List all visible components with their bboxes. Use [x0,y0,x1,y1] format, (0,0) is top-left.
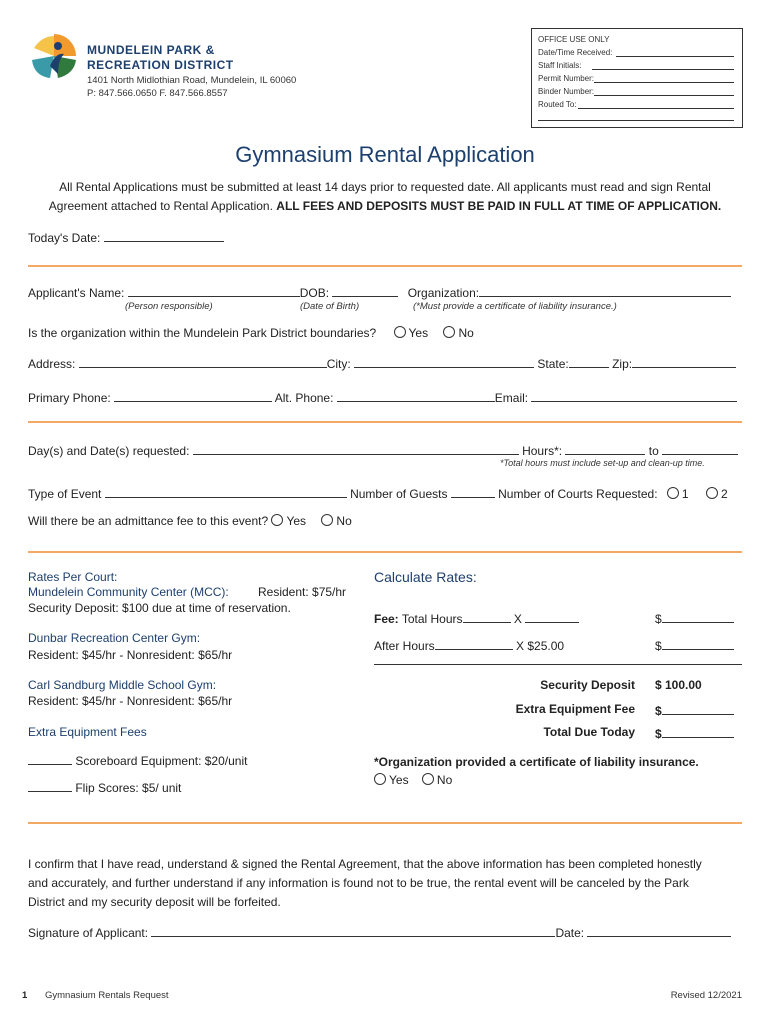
boundary-yes-option[interactable] [394,326,429,340]
insurance-yes-radio[interactable] [374,773,386,785]
hours-label: Hours*: [522,444,563,458]
court-1-option[interactable] [667,487,689,501]
fee-rate-field[interactable] [525,610,579,623]
address-label: Address: [28,357,76,371]
state-label: State: [537,357,569,371]
office-field-initials: Staff Initials: [538,61,582,70]
boundary-no-option[interactable] [443,326,473,340]
total-due-label: Total Due Today [543,725,635,739]
signature-field[interactable] [151,924,555,937]
signature-row [28,924,731,940]
office-use-box [531,28,743,128]
fee-total-field[interactable] [662,610,734,623]
office-field-received: Date/Time Received: [538,48,613,57]
scoreboard-qty-field[interactable] [28,752,72,765]
page-number: 1 [22,990,28,1001]
office-field-binder: Binder Number: [538,87,595,96]
after-hours-total-field[interactable] [662,637,734,650]
court-1-label: 1 [681,487,689,501]
admission-no-option[interactable] [321,514,351,528]
admission-no-label: No [336,514,352,528]
office-field-routed: Routed To: [538,100,577,109]
total-due-field[interactable] [662,725,734,738]
divider-3 [28,551,742,553]
after-hours-dollar: $ [655,639,662,653]
alt-phone-label: Alt. Phone: [274,391,334,405]
boundary-row [28,326,474,340]
city-field[interactable] [354,355,534,368]
days-row [28,442,738,458]
after-hours-rate: X $25.00 [516,639,565,653]
sign-date-label: Date: [555,926,585,940]
sandburg-name: Carl Sandburg Middle School Gym: [28,678,217,692]
org-address: 1401 North Midlothian Road, Mundelein, IL 60060 [87,75,297,86]
event-type-row [28,485,728,501]
admission-no-radio[interactable] [321,514,333,526]
name-hint: (Person responsible) [125,301,213,312]
email-field[interactable] [531,389,737,402]
fee-row [374,610,579,626]
insurance-yes-option[interactable] [374,773,409,787]
flip-label: Flip Scores: $5/ unit [75,781,182,795]
sign-date-field[interactable] [587,924,731,937]
fee-dollar: $ [655,612,662,626]
dunbar-rate: Resident: $45/hr - Nonresident: $65/hr [28,648,233,662]
extra-dollar: $ [655,704,662,718]
security-label: Security Deposit [540,678,635,692]
org-hint: (*Must provide a certificate of liability insurance.) [413,301,617,312]
dob-label: DOB: [299,286,330,300]
alt-phone-field[interactable] [337,389,495,402]
boundary-no-label: No [458,326,474,340]
insurance-no-radio[interactable] [422,773,434,785]
address-field[interactable] [79,355,327,368]
extra-equipment-label: Extra Equipment Fee [515,702,635,716]
insurance-question: *Organization provided a certificate of liability insurance. [374,755,699,769]
total-due-value [655,725,734,741]
courts-label: Number of Courts Requested: [498,487,658,501]
city-label: City: [326,357,351,371]
phone-row [28,389,737,405]
mcc-rate: Resident: $75/hr [258,585,347,599]
divider-4 [28,822,742,824]
fee-x-label: X [513,612,522,626]
calc-heading: Calculate Rates: [374,569,477,585]
intro-line1: All Rental Applications must be submitted at least 14 days prior to requested date. All applicants must read and sign Rental [59,180,711,194]
boundary-question: Is the organization within the Mundelein Park District boundaries? [28,326,377,340]
confirm-line3: District and my security deposit will be forfeited. [28,895,281,909]
applicant-name-label: Applicant's Name: [28,286,125,300]
district-logo [28,30,80,82]
organization-field[interactable] [479,284,731,297]
today-date-label: Today's Date: [28,231,101,245]
dunbar-name: Dunbar Recreation Center Gym: [28,631,201,645]
boundary-no-radio[interactable] [443,326,455,338]
mcc-name: Mundelein Community Center (MCC): [28,585,229,599]
org-name-line2: RECREATION DISTRICT [87,58,234,72]
admission-question: Will there be an admittance fee to this event? [28,514,269,528]
office-line-permit[interactable] [594,82,734,83]
security-value: $ 100.00 [655,678,702,692]
admission-yes-label: Yes [286,514,307,528]
office-field-permit: Permit Number: [538,74,595,83]
rates-heading: Rates Per Court: [28,570,118,584]
dob-hint: (Date of Birth) [300,301,360,312]
page-title: Gymnasium Rental Application [235,142,535,167]
email-label: Email: [494,391,529,405]
fee-label: Fee: [374,612,399,626]
footer-revised: Revised 12/2021 [670,990,742,1001]
after-hours-field[interactable] [435,637,513,650]
mcc-deposit: Security Deposit: $100 due at time of reservation. [28,601,291,615]
intro-line2 [0,199,770,213]
court-2-radio[interactable] [706,487,718,499]
office-line-binder[interactable] [594,95,734,96]
divider-1 [28,265,742,267]
insurance-options [374,773,452,787]
office-use-title: OFFICE USE ONLY [538,35,610,44]
sandburg-rate: Resident: $45/hr - Nonresident: $65/hr [28,694,233,708]
today-date-row [28,229,224,245]
hours-to-label: to [648,444,659,458]
court-2-label: 2 [720,487,728,501]
days-label: Day(s) and Date(s) requested: [28,444,190,458]
guests-label: Number of Guests [350,487,448,501]
days-field[interactable] [193,442,519,455]
zip-field[interactable] [632,355,736,368]
hours-start-field[interactable] [565,442,645,455]
scoreboard-label: Scoreboard Equipment: $20/unit [75,754,248,768]
flip-qty-field[interactable] [28,779,72,792]
footer-doc-name: Gymnasium Rentals Request [45,990,169,1001]
intro-line2-text: Agreement attached to Rental Application. [48,199,273,213]
divider-2 [28,421,742,423]
event-type-label: Type of Event [28,487,102,501]
court-1-radio[interactable] [667,487,679,499]
boundary-yes-label: Yes [408,326,429,340]
state-field[interactable] [569,355,609,368]
office-line-extra[interactable] [538,120,734,121]
calc-separator [374,664,742,665]
confirm-line2: and accurately, and further understand if any information is found not to be true, the rental event will be canceled by the Park [28,876,689,890]
total-hours-field[interactable] [463,610,511,623]
today-date-field[interactable] [104,229,224,242]
office-line-received[interactable] [616,56,734,57]
zip-label: Zip: [612,357,633,371]
after-hours-label: After Hours [374,639,435,653]
signature-label: Signature of Applicant: [28,926,149,940]
boundary-yes-radio[interactable] [394,326,406,338]
court-2-option[interactable] [706,487,728,501]
primary-phone-label: Primary Phone: [28,391,111,405]
fee-total [655,610,734,626]
office-line-routed[interactable] [578,108,734,109]
scoreboard-row [28,752,247,768]
dob-field[interactable] [332,284,398,297]
org-phones: P: 847.566.0650 F. 847.566.8557 [87,88,228,99]
admission-yes-option[interactable] [271,514,306,528]
intro-bold-text: ALL FEES AND DEPOSITS MUST BE PAID IN FULL AT TIME OF APPLICATION. [276,199,722,213]
insurance-no-option[interactable] [422,773,452,787]
insurance-no-label: No [436,773,453,787]
applicant-name-field[interactable] [128,284,300,297]
address-row [28,355,736,371]
after-hours-row [374,637,564,653]
event-type-field[interactable] [105,485,347,498]
insurance-yes-label: Yes [389,773,409,787]
office-line-initials[interactable] [592,69,734,70]
admission-row [28,514,352,528]
extra-equipment-total [655,702,734,718]
after-hours-total [655,637,734,653]
org-name-line1: MUNDELEIN PARK & [87,43,215,57]
equipment-heading: Extra Equipment Fees [28,725,147,739]
hours-hint: *Total hours must include set-up and clean-up time. [500,458,705,468]
hours-end-field[interactable] [662,442,738,455]
confirm-line1: I confirm that I have read, understand & signed the Rental Agreement, that the above information has been completed honestly [28,857,702,871]
primary-phone-field[interactable] [114,389,272,402]
organization-label: Organization: [407,286,480,300]
applicant-row [28,284,731,300]
guests-field[interactable] [451,485,495,498]
total-dollar: $ [655,727,662,741]
extra-equipment-field[interactable] [662,702,734,715]
flip-row [28,779,181,795]
total-hours-label: Total Hours [401,612,463,626]
admission-yes-radio[interactable] [271,514,283,526]
